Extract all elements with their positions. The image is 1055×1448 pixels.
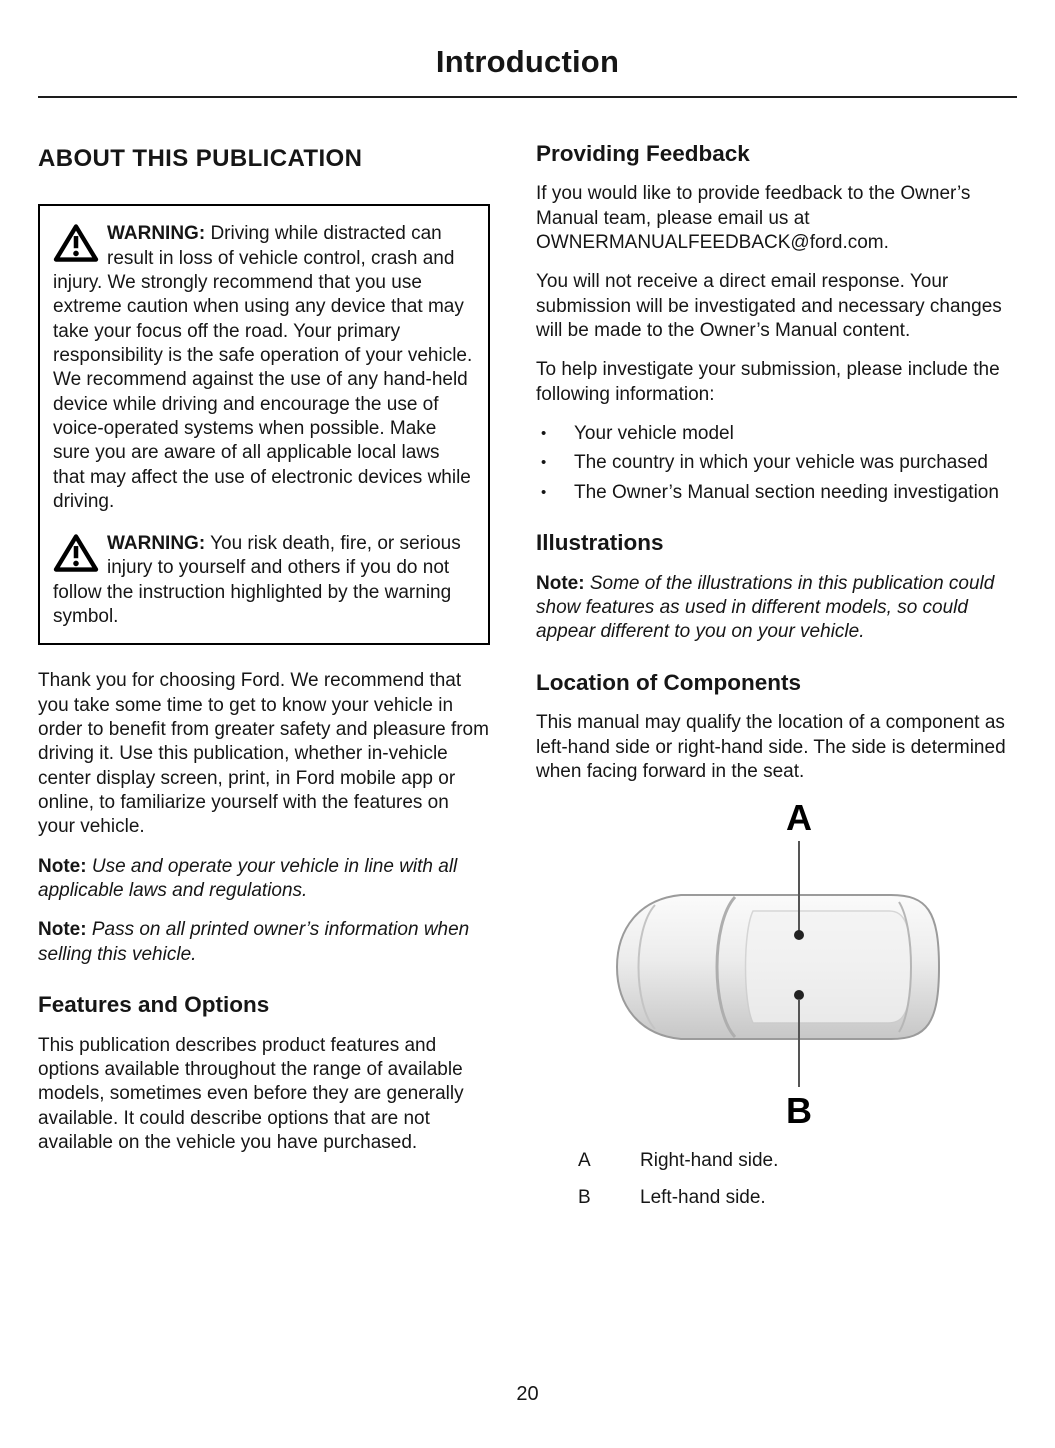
note-text: Use and operate your vehicle in line with all applicable laws and regulations.: [38, 855, 458, 901]
warning-triangle-icon: [53, 533, 99, 573]
feedback-paragraph-response: You will not receive a direct email response. Your submission will be investigated and necessary changes will be made to the Owner’s Manual content.: [536, 271, 1002, 342]
list-item: [536, 451, 1017, 475]
section-heading-about-this-publication: ABOUT THIS PUBLICATION: [38, 144, 363, 172]
heading-illustrations: Illustrations: [536, 529, 664, 555]
pointer-dot-a: [794, 930, 804, 940]
note-label: Note:: [38, 919, 87, 941]
note-label: Note:: [38, 855, 87, 877]
pointer-dot-b: [794, 990, 804, 1000]
legend-row-a: [578, 1149, 1017, 1173]
right-column: [536, 140, 1017, 1222]
legend-key: B: [578, 1186, 591, 1208]
title-divider: [38, 96, 1017, 98]
legend-value: Right-hand side.: [640, 1150, 779, 1172]
note-label: Note:: [536, 572, 585, 594]
heading-features-and-options: Features and Options: [38, 991, 270, 1017]
left-column: [38, 140, 490, 1222]
diagram-label-a: A: [785, 799, 812, 839]
vehicle-top-view-diagram: [536, 799, 1017, 1129]
warning-paragraph-2: [53, 532, 475, 629]
note-paragraph-pass-on: [38, 918, 490, 967]
feedback-paragraph-email: If you would like to provide feedback to the Owner’s Manual team, please email us at OWNERMANUALFEEDBACK@ford.com.: [536, 183, 971, 254]
page-number: 20: [516, 1383, 539, 1406]
legend-row-b: [578, 1186, 1017, 1210]
content-columns: [38, 140, 1017, 1222]
legend-value: Left-hand side.: [640, 1186, 766, 1208]
bullet-icon: •: [541, 483, 547, 501]
list-item-text: Your vehicle model: [574, 422, 734, 444]
page-title: Introduction: [435, 44, 620, 79]
warning-label: WARNING:: [107, 533, 206, 555]
note-paragraph-illustrations: [536, 572, 1017, 645]
heading-location-of-components: Location of Components: [536, 669, 801, 695]
intro-paragraph: Thank you for choosing Ford. We recommend that you take some time to get to know your vehicle in order to benefit from greater safety and pleasure from driving it. Use this publication, whether in-vehicle center display screen, print, in Ford mobile app or online, to familiarize yourself with the features on your vehicle.: [38, 670, 489, 838]
warning-box: [38, 204, 490, 645]
location-paragraph: This manual may qualify the location of a component as left-hand side or right-hand side. The side is determined when facing forward in the seat.: [536, 712, 1006, 783]
diagram-legend: [578, 1149, 1017, 1210]
warning-paragraph-1: [53, 222, 475, 514]
warning-text: You risk death, fire, or serious injury to yourself and others if you do not follow the instruction highlighted by the warning symbol.: [53, 533, 461, 628]
list-item: [536, 481, 1017, 505]
warning-text: Driving while distracted can result in loss of vehicle control, crash and injury. We strongly recommend that you use extreme caution when using any device that may take your focus off the road. Your primary responsibility is the safe operation of your vehicle. We recommend against the use of any hand-held device while driving and encourage the use of voice-operated systems when possible. Make sure you are aware of all applicable local laws that may affect the use of electronic devices while driving.: [53, 223, 473, 512]
note-paragraph-laws: [38, 855, 490, 904]
list-item-text: The country in which your vehicle was purchased: [574, 452, 988, 474]
legend-key: A: [578, 1150, 591, 1172]
warning-triangle-icon: [53, 223, 99, 263]
bullet-icon: •: [541, 454, 547, 472]
heading-providing-feedback: Providing Feedback: [536, 140, 750, 166]
warning-label: WARNING:: [107, 223, 206, 245]
bullet-icon: •: [541, 424, 547, 442]
note-text: Pass on all printed owner’s information when selling this vehicle.: [38, 919, 470, 965]
feedback-paragraph-include: To help investigate your submission, please include the following information:: [536, 359, 1000, 405]
diagram-label-b: B: [785, 1090, 812, 1130]
car-body-shape: [617, 895, 939, 1039]
vehicle-top-view-illustration: [593, 799, 961, 1129]
list-item-text: The Owner’s Manual section needing investigation: [574, 481, 999, 503]
list-item: [536, 422, 1017, 446]
note-text: Some of the illustrations in this publication could show features as used in different models, so could appear different to you on your vehicle.: [536, 572, 995, 643]
features-paragraph: This publication describes product features and options available throughout the range of available models, sometimes even before they are generally available. It could describe options that are not available on the vehicle you have purchased.: [38, 1034, 464, 1153]
